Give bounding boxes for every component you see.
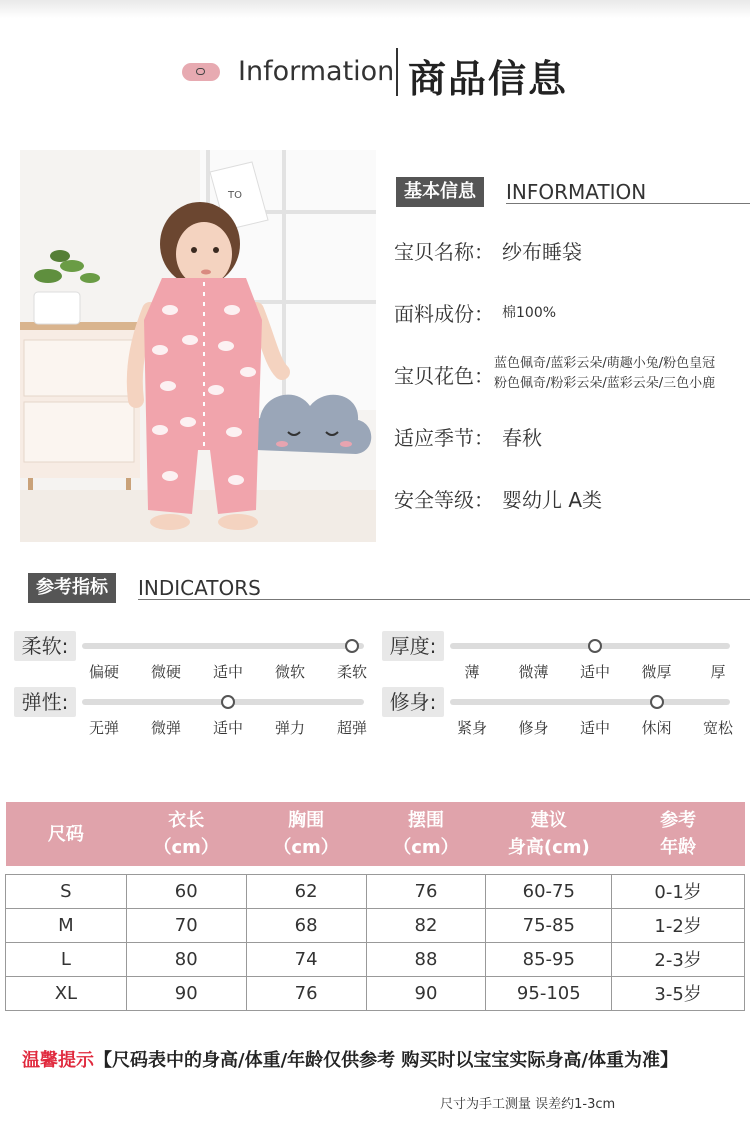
indicator-label: 弹性: bbox=[14, 687, 76, 717]
info-value: 春秋 bbox=[502, 426, 542, 450]
indicator-option: 偏硬 bbox=[88, 663, 120, 681]
info-row-patterns bbox=[394, 356, 750, 391]
info-row-name bbox=[394, 236, 750, 266]
table-cell: XL bbox=[6, 976, 127, 1010]
table-row bbox=[6, 874, 745, 908]
indicator-option: 薄 bbox=[464, 663, 480, 681]
pill-icon bbox=[182, 63, 220, 81]
info-value-line1: 蓝色佩奇/蓝彩云朵/萌趣小兔/粉色皇冠 bbox=[494, 356, 716, 371]
indicator-option: 柔软 bbox=[336, 663, 368, 681]
table-row bbox=[6, 908, 745, 942]
indicator-option: 修身 bbox=[518, 719, 549, 737]
top-shadow-strip bbox=[0, 0, 750, 18]
info-value: 婴幼儿 A类 bbox=[502, 488, 603, 512]
indicator-track bbox=[450, 699, 730, 705]
indicator-option: 紧身 bbox=[456, 719, 488, 737]
info-value-line2: 粉色佩奇/粉彩云朵/蓝彩云朵/三色小鹿 bbox=[494, 376, 716, 391]
table-cell: 75-85 bbox=[486, 908, 612, 942]
indicator-label: 修身: bbox=[382, 687, 444, 717]
baby-in-sleeping-bag-image bbox=[20, 150, 376, 542]
indicators-heading bbox=[28, 573, 750, 603]
table-cell: 62 bbox=[246, 874, 366, 908]
table-cell: 60-75 bbox=[486, 874, 612, 908]
table-cell: M bbox=[6, 908, 127, 942]
indicator-option: 适中 bbox=[212, 663, 244, 681]
info-key: 宝贝花色： bbox=[394, 364, 494, 388]
info-key: 宝贝名称： bbox=[394, 240, 494, 264]
info-row-fabric bbox=[394, 298, 750, 328]
indicator-label: 柔软: bbox=[14, 631, 76, 661]
info-key: 安全等级： bbox=[394, 488, 494, 512]
table-cell: 95-105 bbox=[486, 976, 612, 1010]
size-table bbox=[5, 802, 745, 1011]
size-table-header bbox=[6, 802, 745, 866]
info-value: 棉100% bbox=[502, 305, 557, 321]
basic-info-underline bbox=[506, 203, 750, 204]
header-title-en: Information bbox=[238, 56, 395, 87]
section-header bbox=[0, 42, 750, 104]
info-row-safety bbox=[394, 484, 750, 514]
basic-info-tag-en: INFORMATION bbox=[506, 180, 647, 204]
indicator-knob bbox=[221, 695, 235, 709]
table-cell: 90 bbox=[366, 976, 486, 1010]
measurement-note: 尺寸为手工测量 误差约1-3cm bbox=[440, 1097, 616, 1112]
table-cell: 1-2岁 bbox=[612, 908, 745, 942]
table-cell: 0-1岁 bbox=[612, 874, 745, 908]
table-cell: 82 bbox=[366, 908, 486, 942]
product-photo bbox=[20, 150, 376, 542]
info-row-season bbox=[394, 422, 750, 452]
header-hem: 摆围 （cm） bbox=[366, 802, 486, 866]
indicator-thickness bbox=[382, 631, 732, 681]
indicator-option: 微弹 bbox=[150, 719, 182, 737]
header-age: 参考 年龄 bbox=[612, 802, 745, 866]
table-cell: 74 bbox=[246, 942, 366, 976]
header-divider bbox=[396, 48, 398, 96]
table-cell: S bbox=[6, 874, 127, 908]
table-cell: 68 bbox=[246, 908, 366, 942]
indicator-knob bbox=[650, 695, 664, 709]
table-cell: 70 bbox=[126, 908, 246, 942]
table-cell: 90 bbox=[126, 976, 246, 1010]
indicator-option: 适中 bbox=[579, 663, 611, 681]
table-row bbox=[6, 942, 745, 976]
indicator-label: 厚度: bbox=[382, 631, 444, 661]
warm-tip-text: 【尺码表中的身高/体重/年龄仅供参考 购买时以宝宝实际身高/体重为准】 bbox=[94, 1050, 678, 1071]
header-chest: 胸围 （cm） bbox=[246, 802, 366, 866]
indicator-option: 休闲 bbox=[641, 719, 672, 737]
table-cell: 60 bbox=[126, 874, 246, 908]
indicator-softness bbox=[14, 631, 368, 681]
table-cell: 2-3岁 bbox=[612, 942, 745, 976]
table-cell: 3-5岁 bbox=[612, 976, 745, 1010]
table-cell: 88 bbox=[366, 942, 486, 976]
indicators-underline bbox=[138, 599, 750, 600]
indicator-option: 微软 bbox=[274, 663, 306, 681]
indicator-option: 无弹 bbox=[88, 719, 120, 737]
indicator-option: 微厚 bbox=[641, 663, 672, 681]
indicator-option: 微硬 bbox=[150, 663, 182, 681]
table-cell: 76 bbox=[246, 976, 366, 1010]
info-key: 适应季节： bbox=[394, 426, 494, 450]
basic-info-tag: 基本信息 bbox=[396, 177, 484, 207]
header-length: 衣长 （cm） bbox=[126, 802, 246, 866]
basic-info-heading bbox=[396, 177, 750, 207]
indicator-track bbox=[82, 643, 364, 649]
indicator-option: 宽松 bbox=[702, 719, 734, 737]
indicator-option: 适中 bbox=[579, 719, 611, 737]
table-cell: L bbox=[6, 942, 127, 976]
indicators-tag-en: INDICATORS bbox=[138, 576, 261, 600]
indicator-knob bbox=[588, 639, 602, 653]
info-value: 纱布睡袋 bbox=[502, 240, 582, 264]
header-title-cn: 商品信息 bbox=[408, 57, 569, 101]
header-height: 建议 身高(cm) bbox=[486, 802, 612, 866]
svg-text:TO: TO bbox=[228, 190, 242, 201]
table-cell: 85-95 bbox=[486, 942, 612, 976]
indicator-elasticity bbox=[14, 687, 368, 737]
header-size: 尺码 bbox=[6, 802, 127, 866]
indicator-option: 弹力 bbox=[274, 719, 306, 737]
table-cell: 76 bbox=[366, 874, 486, 908]
indicator-option: 厚 bbox=[710, 663, 726, 681]
info-key: 面料成份： bbox=[394, 302, 494, 326]
indicators-tag: 参考指标 bbox=[28, 573, 116, 603]
indicator-option: 微薄 bbox=[518, 663, 549, 681]
indicator-option: 超弹 bbox=[336, 719, 368, 737]
indicator-fit bbox=[382, 687, 734, 737]
warm-tip bbox=[22, 1046, 678, 1072]
indicator-option: 适中 bbox=[212, 719, 244, 737]
table-row bbox=[6, 976, 745, 1010]
indicator-knob bbox=[345, 639, 359, 653]
warm-tip-label: 温馨提示 bbox=[22, 1050, 94, 1071]
table-cell: 80 bbox=[126, 942, 246, 976]
